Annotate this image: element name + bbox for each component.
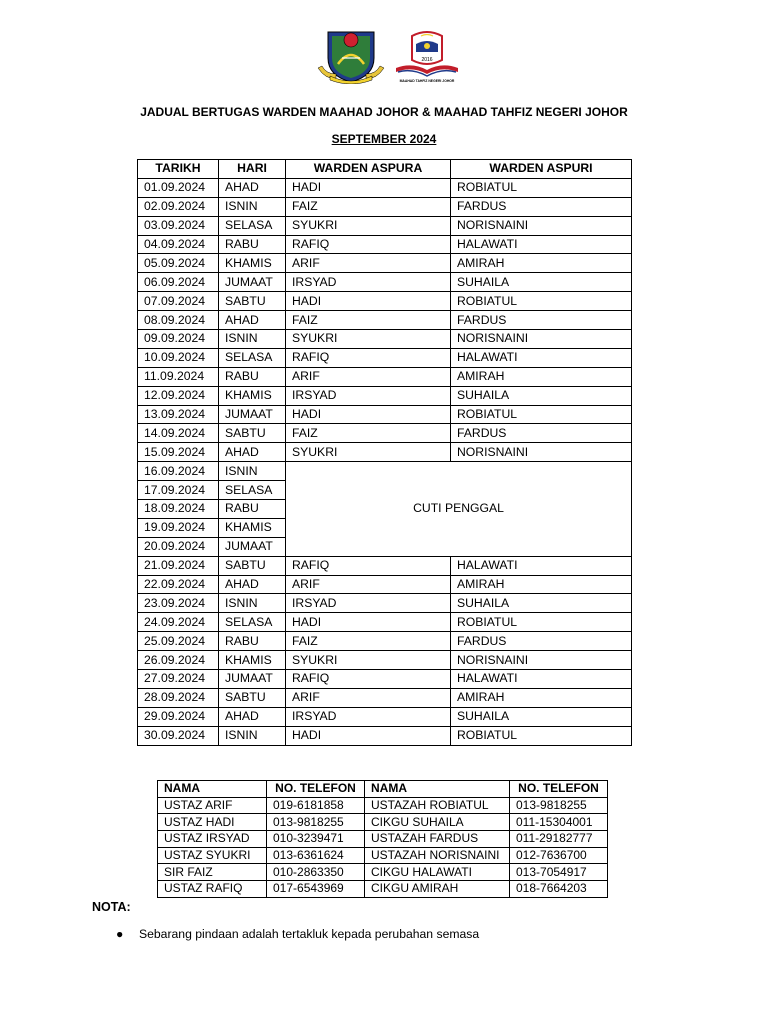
table-row [138,688,632,707]
date-cell: 19.09.2024 [138,518,219,537]
warden-aspura-cell: FAIZ [286,197,451,216]
table-row [138,575,632,594]
warden-aspuri-cell: HALAWATI [451,235,632,254]
date-cell: 24.09.2024 [138,613,219,632]
contact-phone-cell: 012-7636700 [510,847,608,864]
warden-aspuri-cell: FARDUS [451,424,632,443]
date-cell: 15.09.2024 [138,443,219,462]
day-cell: KHAMIS [219,254,286,273]
table-row [138,216,632,235]
date-cell: 23.09.2024 [138,594,219,613]
warden-aspuri-cell: AMIRAH [451,688,632,707]
table-header-row [138,160,632,179]
table-row [138,311,632,330]
day-cell: SABTU [219,424,286,443]
warden-aspura-cell: IRSYAD [286,707,451,726]
warden-aspuri-cell: NORISNAINI [451,443,632,462]
contact-phone-cell: 013-6361624 [267,847,365,864]
date-cell: 13.09.2024 [138,405,219,424]
warden-aspura-cell: FAIZ [286,424,451,443]
contact-phone-cell: 013-7054917 [510,864,608,881]
warden-aspuri-cell: AMIRAH [451,254,632,273]
date-cell: 12.09.2024 [138,386,219,405]
warden-aspura-cell: HADI [286,178,451,197]
contact-row [158,814,608,831]
warden-aspuri-cell: SUHAILA [451,386,632,405]
note-item [116,927,479,941]
day-cell: JUMAAT [219,537,286,556]
contact-row [158,797,608,814]
warden-aspura-cell: RAFIQ [286,348,451,367]
header-nama-2: NAMA [365,781,510,798]
date-cell: 18.09.2024 [138,500,219,519]
contact-phone-cell: 010-2863350 [267,864,365,881]
table-row [138,273,632,292]
contact-name-cell: USTAZAH FARDUS [365,831,510,848]
contact-row [158,881,608,898]
day-cell: SELASA [219,348,286,367]
day-cell: ISNIN [219,197,286,216]
warden-aspuri-cell: ROBIATUL [451,405,632,424]
date-cell: 21.09.2024 [138,556,219,575]
date-cell: 08.09.2024 [138,311,219,330]
table-row [138,726,632,745]
header-telefon-2: NO. TELEFON [510,781,608,798]
contact-row [158,847,608,864]
warden-aspuri-cell: HALAWATI [451,670,632,689]
day-cell: SABTU [219,556,286,575]
warden-aspuri-cell: SUHAILA [451,707,632,726]
day-cell: AHAD [219,443,286,462]
date-cell: 04.09.2024 [138,235,219,254]
date-cell: 14.09.2024 [138,424,219,443]
contact-phone-cell: 010-3239471 [267,831,365,848]
warden-aspuri-cell: NORISNAINI [451,216,632,235]
warden-aspuri-cell: ROBIATUL [451,292,632,311]
warden-aspura-cell: ARIF [286,367,451,386]
table-row [138,292,632,311]
day-cell: SELASA [219,613,286,632]
contact-row [158,831,608,848]
contact-phone-cell: 017-6543969 [267,881,365,898]
warden-aspura-cell: HADI [286,405,451,424]
contact-phone-cell: 013-9818255 [267,814,365,831]
maahad-tahfiz-logo [392,30,462,84]
table-row [138,235,632,254]
date-cell: 20.09.2024 [138,537,219,556]
warden-aspura-cell: IRSYAD [286,386,451,405]
header-tarikh: TARIKH [138,160,219,179]
warden-aspura-cell: RAFIQ [286,235,451,254]
contact-name-cell: USTAZ ARIF [158,797,267,814]
contact-name-cell: USTAZ RAFIQ [158,881,267,898]
date-cell: 06.09.2024 [138,273,219,292]
note-text: Sebarang pindaan adalah tertakluk kepada perubahan semasa [139,927,480,941]
table-row [138,594,632,613]
warden-aspuri-cell: FARDUS [451,632,632,651]
warden-aspura-cell: FAIZ [286,632,451,651]
date-cell: 27.09.2024 [138,670,219,689]
warden-aspuri-cell: NORISNAINI [451,651,632,670]
contact-name-cell: CIKGU HALAWATI [365,864,510,881]
header-hari: HARI [219,160,286,179]
table-row [138,197,632,216]
date-cell: 02.09.2024 [138,197,219,216]
contacts-table-body [158,797,608,897]
day-cell: KHAMIS [219,651,286,670]
table-row [138,424,632,443]
warden-aspura-cell: ARIF [286,254,451,273]
day-cell: SABTU [219,688,286,707]
contact-phone-cell: 013-9818255 [510,797,608,814]
document-title: JADUAL BERTUGAS WARDEN MAAHAD JOHOR & MAAHAD TAHFIZ NEGERI JOHOR [140,105,628,119]
table-row [138,462,632,481]
contact-name-cell: USTAZ IRSYAD [158,831,267,848]
warden-aspuri-cell: NORISNAINI [451,330,632,349]
svg-text:MAAHAD TAHFIZ NEGERI JOHOR: MAAHAD TAHFIZ NEGERI JOHOR [399,79,455,83]
duty-roster-table [137,159,632,746]
contact-phone-cell: 011-15304001 [510,814,608,831]
contact-name-cell: CIKGU SUHAILA [365,814,510,831]
contacts-table [157,780,608,898]
contacts-header-row [158,781,608,798]
date-cell: 25.09.2024 [138,632,219,651]
table-row [138,613,632,632]
contact-name-cell: USTAZ HADI [158,814,267,831]
header-nama-1: NAMA [158,781,267,798]
day-cell: JUMAAT [219,670,286,689]
day-cell: AHAD [219,311,286,330]
warden-aspura-cell: SYUKRI [286,330,451,349]
maahad-johor-crest-logo [316,28,386,84]
date-cell: 17.09.2024 [138,481,219,500]
day-cell: SELASA [219,481,286,500]
day-cell: ISNIN [219,726,286,745]
table-row [138,386,632,405]
table-row [138,443,632,462]
contact-name-cell: USTAZ SYUKRI [158,847,267,864]
header-warden-aspuri: WARDEN ASPURI [451,160,632,179]
day-cell: SELASA [219,216,286,235]
warden-aspuri-cell: ROBIATUL [451,726,632,745]
contact-phone-cell: 019-6181858 [267,797,365,814]
day-cell: KHAMIS [219,386,286,405]
contact-name-cell: CIKGU AMIRAH [365,881,510,898]
day-cell: ISNIN [219,330,286,349]
warden-aspuri-cell: AMIRAH [451,367,632,386]
date-cell: 11.09.2024 [138,367,219,386]
document-month: SEPTEMBER 2024 [331,132,437,146]
day-cell: RABU [219,632,286,651]
date-cell: 26.09.2024 [138,651,219,670]
warden-aspuri-cell: HALAWATI [451,556,632,575]
date-cell: 28.09.2024 [138,688,219,707]
date-cell: 22.09.2024 [138,575,219,594]
svg-text:2016: 2016 [421,57,433,63]
contact-phone-cell: 018-7664203 [510,881,608,898]
day-cell: RABU [219,367,286,386]
day-cell: AHAD [219,707,286,726]
table-row [138,178,632,197]
warden-aspura-cell: IRSYAD [286,594,451,613]
holiday-cell: CUTI PENGGAL [286,462,632,556]
day-cell: ISNIN [219,594,286,613]
warden-aspura-cell: SYUKRI [286,443,451,462]
warden-aspura-cell: HADI [286,613,451,632]
contact-name-cell: USTAZAH ROBIATUL [365,797,510,814]
date-cell: 16.09.2024 [138,462,219,481]
table-row [138,670,632,689]
header-telefon-1: NO. TELEFON [267,781,365,798]
warden-aspuri-cell: SUHAILA [451,273,632,292]
warden-aspura-cell: RAFIQ [286,556,451,575]
contact-name-cell: USTAZAH NORISNAINI [365,847,510,864]
contact-name-cell: SIR FAIZ [158,864,267,881]
warden-aspuri-cell: ROBIATUL [451,178,632,197]
day-cell: AHAD [219,575,286,594]
warden-aspura-cell: SYUKRI [286,651,451,670]
warden-aspura-cell: HADI [286,726,451,745]
day-cell: RABU [219,235,286,254]
day-cell: SABTU [219,292,286,311]
warden-aspura-cell: IRSYAD [286,273,451,292]
bullet-icon: ● [116,927,124,941]
day-cell: AHAD [219,178,286,197]
warden-aspuri-cell: SUHAILA [451,594,632,613]
contact-phone-cell: 011-29182777 [510,831,608,848]
warden-aspura-cell: SYUKRI [286,216,451,235]
table-row [138,348,632,367]
table-row [138,330,632,349]
warden-aspura-cell: ARIF [286,575,451,594]
warden-aspuri-cell: FARDUS [451,311,632,330]
date-cell: 30.09.2024 [138,726,219,745]
warden-aspura-cell: ARIF [286,688,451,707]
warden-aspura-cell: RAFIQ [286,670,451,689]
table-row [138,254,632,273]
warden-aspuri-cell: AMIRAH [451,575,632,594]
day-cell: RABU [219,500,286,519]
day-cell: ISNIN [219,462,286,481]
warden-aspuri-cell: FARDUS [451,197,632,216]
table-row [138,651,632,670]
day-cell: KHAMIS [219,518,286,537]
logo-area [0,28,768,84]
header-warden-aspura: WARDEN ASPURA [286,160,451,179]
date-cell: 09.09.2024 [138,330,219,349]
date-cell: 03.09.2024 [138,216,219,235]
notes-heading: NOTA: [92,900,131,914]
day-cell: JUMAAT [219,273,286,292]
table-row [138,405,632,424]
warden-aspuri-cell: ROBIATUL [451,613,632,632]
warden-aspura-cell: HADI [286,292,451,311]
table-row [138,367,632,386]
day-cell: JUMAAT [219,405,286,424]
contact-row [158,864,608,881]
date-cell: 01.09.2024 [138,178,219,197]
duty-table-body [138,178,632,745]
table-row [138,707,632,726]
warden-aspuri-cell: HALAWATI [451,348,632,367]
date-cell: 07.09.2024 [138,292,219,311]
date-cell: 05.09.2024 [138,254,219,273]
date-cell: 10.09.2024 [138,348,219,367]
date-cell: 29.09.2024 [138,707,219,726]
warden-aspura-cell: FAIZ [286,311,451,330]
table-row [138,632,632,651]
table-row [138,556,632,575]
